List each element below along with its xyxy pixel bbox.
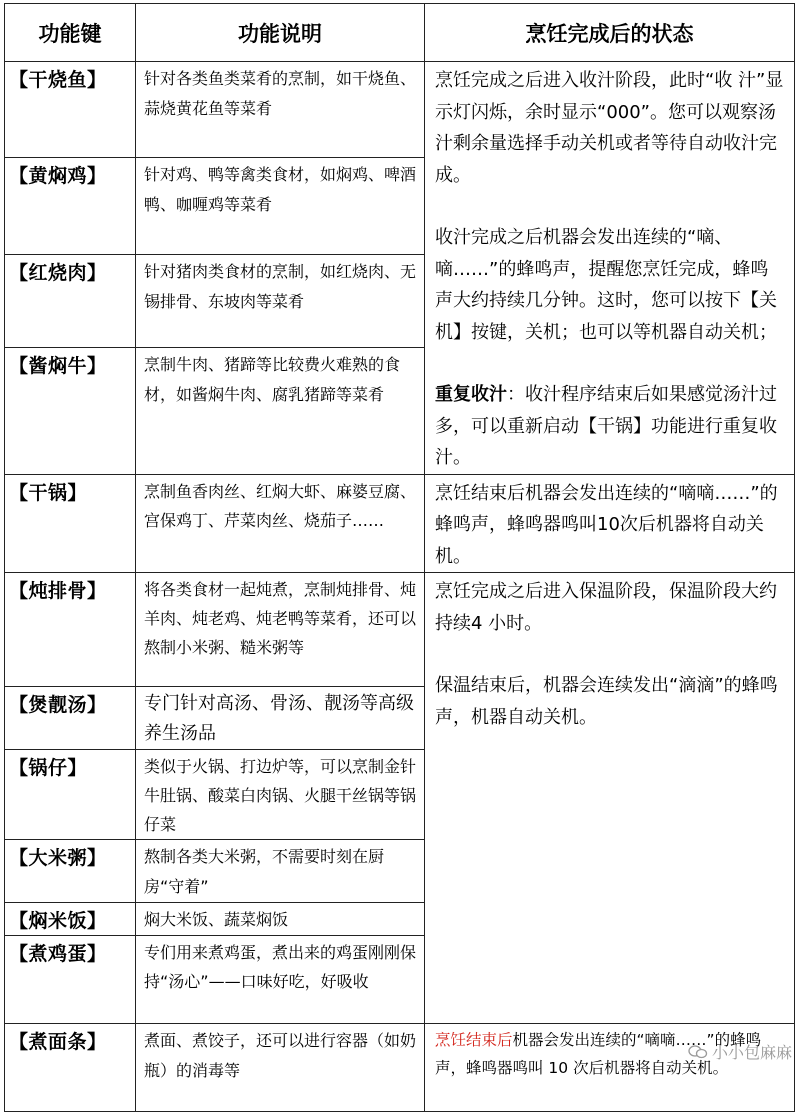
state-cell-beep: [425, 474, 795, 573]
function-table: [4, 3, 795, 1112]
function-key: 【干烧鱼】: [5, 62, 136, 158]
function-desc: 针对猪肉类食材的烹制，如红烧肉、无锡排骨、东坡肉等菜肴: [136, 254, 425, 347]
function-key: 【煲靓汤】: [5, 687, 136, 750]
function-key: 【焖米饭】: [5, 903, 136, 936]
function-desc: 将各类食材一起炖煮，烹制炖排骨、炖羊肉、炖老鸡、炖老鸭等菜肴，还可以熬制小米粥、糙米粥等: [136, 573, 425, 687]
function-key: 【黄焖鸡】: [5, 158, 136, 254]
state-paragraph: 收汁完成之后机器会发出连续的“嘀、嘀……”的蜂鸣声，提醒您烹饪完成，蜂鸣声大约持续几分钟。这时，您可以按下【关机】按键，关机；也可以等机器自动关机；: [435, 227, 777, 343]
state-text: ：收汁程序结束后如果感觉汤汁过多，可以重新启动【干锅】功能进行重复收汁。: [435, 384, 777, 468]
watermark-text: 小小包麻麻: [711, 1043, 792, 1062]
function-desc: 专们用来煮鸡蛋，煮出来的鸡蛋刚刚保持“汤心”——口味好吃，好吸收: [136, 936, 425, 1024]
state-label: 重复收汁: [435, 384, 507, 405]
function-desc: 针对鸡、鸭等禽类食材，如焖鸡、啤酒鸭、咖喱鸡等菜肴: [136, 158, 425, 254]
wechat-icon: [688, 1045, 708, 1059]
state-cell-reduction: [425, 62, 795, 475]
state-red-text: 烹饪结束后: [435, 1031, 513, 1049]
function-key: 【大米粥】: [5, 840, 136, 903]
function-key: 【煮面条】: [5, 1024, 136, 1112]
function-key: 【酱焖牛】: [5, 348, 136, 474]
state-cell-keep-warm: [425, 573, 795, 1024]
function-key: 【干锅】: [5, 474, 136, 573]
state-paragraph: [435, 379, 786, 474]
table-header-row: [5, 4, 795, 62]
header-state: 烹饪完成后的状态: [425, 4, 795, 62]
function-key: 【煮鸡蛋】: [5, 936, 136, 1024]
function-desc: 针对各类鱼类菜肴的烹制，如干烧鱼、蒜烧黄花鱼等菜肴: [136, 62, 425, 158]
state-paragraph: 烹饪完成之后进入保温阶段，保温阶段大约持续4 小时。: [435, 581, 777, 634]
header-function-key: 功能键: [5, 4, 136, 62]
header-function-desc: 功能说明: [136, 4, 425, 62]
function-desc: 熬制各类大米粥，不需要时刻在厨房“守着”: [136, 840, 425, 903]
watermark: [688, 1040, 792, 1063]
function-key: 【红烧肉】: [5, 254, 136, 347]
state-paragraph: 烹饪完成之后进入收汁阶段，此时“收 汁”显示灯闪烁，余时显示“000”。您可以观察汤汁剩余量选择手动关机或者等待自动收汁完成。: [435, 70, 784, 186]
function-desc: 类似于火锅、打边炉等，可以烹制金针牛肚锅、酸菜白肉锅、火腿干丝锅等锅仔菜: [136, 750, 425, 840]
state-paragraph: 保温结束后，机器会连续发出“滴滴”的蜂鸣声，机器自动关机。: [435, 675, 778, 728]
state-cell-noodle: [425, 1024, 795, 1112]
function-desc: 焖大米饭、蔬菜焖饭: [136, 903, 425, 936]
state-paragraph: 烹饪结束后机器会发出连续的“嘀嘀……”的蜂鸣声，蜂鸣器鸣叫10次后机器将自动关机。: [435, 482, 778, 567]
function-desc: 煮面、煮饺子，还可以进行容器（如奶瓶）的消毒等: [136, 1024, 425, 1112]
table-row: [5, 474, 795, 573]
state-text: 机器会发出连续的“嘀嘀……”的蜂鸣声，蜂鸣器鸣叫 10 次后机器将自动关机。: [435, 1031, 762, 1077]
function-desc: 烹制鱼香肉丝、红焖大虾、麻婆豆腐、宫保鸡丁、芹菜肉丝、烧茄子……: [136, 474, 425, 573]
table-row: [5, 573, 795, 687]
function-key: 【炖排骨】: [5, 573, 136, 687]
function-desc: 烹制牛肉、猪蹄等比较费火难熟的食材，如酱焖牛肉、腐乳猪蹄等菜肴: [136, 348, 425, 474]
table-row: [5, 1024, 795, 1112]
table-row: [5, 62, 795, 158]
function-desc: 专门针对高汤、骨汤、靓汤等高级养生汤品: [136, 687, 425, 750]
function-key: 【锅仔】: [5, 750, 136, 840]
